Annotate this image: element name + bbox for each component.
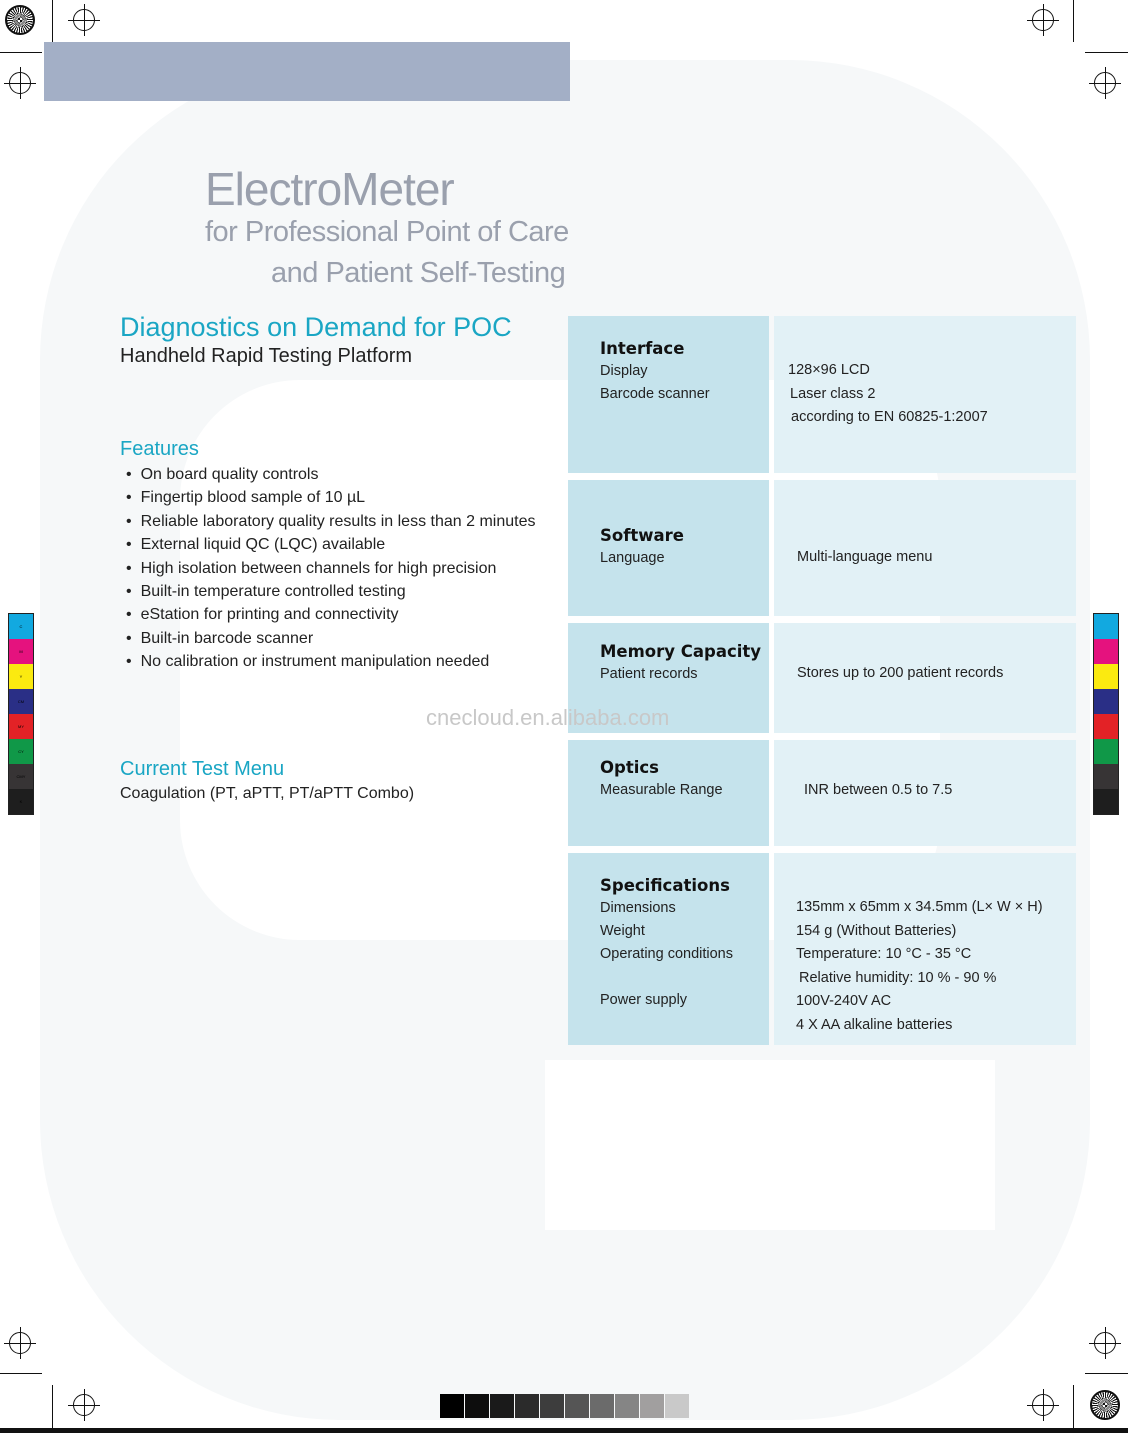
spec-value-cell xyxy=(774,740,1076,846)
crop-mark xyxy=(1085,52,1128,53)
section-heading: Diagnostics on Demand for POC xyxy=(120,312,512,342)
spec-value: Stores up to 200 patient records xyxy=(797,665,1004,681)
list-item: • No calibration or instrument manipulation needed xyxy=(126,650,535,673)
crop-mark xyxy=(52,0,53,42)
list-item: • Reliable laboratory quality results in less than 2 minutes xyxy=(126,510,535,533)
crosshair-mark-icon xyxy=(9,72,31,94)
list-item: • eStation for printing and connectivity xyxy=(126,603,535,626)
spec-heading: Interface xyxy=(600,339,685,358)
list-item: • Built-in temperature controlled testing xyxy=(126,580,535,603)
crop-mark xyxy=(1085,1373,1128,1374)
color-swatch xyxy=(1094,614,1118,639)
list-item: • Built-in barcode scanner xyxy=(126,627,535,650)
crop-mark xyxy=(1073,0,1074,42)
crosshair-mark-icon xyxy=(9,1332,31,1354)
color-swatch xyxy=(1094,789,1118,814)
spec-label: Display xyxy=(600,363,648,379)
spec-value: Multi-language menu xyxy=(797,549,933,565)
crosshair-mark-icon xyxy=(1094,1332,1116,1354)
watermark-text: cnecloud.en.alibaba.com xyxy=(426,705,670,730)
spec-label: Power supply xyxy=(600,992,688,1008)
features-title: Features xyxy=(120,438,199,460)
spec-value: 154 g (Without Batteries) xyxy=(796,922,957,939)
color-bar-right xyxy=(1093,613,1119,815)
section-subheading: Handheld Rapid Testing Platform xyxy=(120,345,413,367)
color-swatch xyxy=(1094,714,1118,739)
spec-label: Weight xyxy=(600,923,645,939)
spec-value: Relative humidity: 10 % - 90 % xyxy=(799,969,997,986)
spec-label: Barcode scanner xyxy=(600,386,710,402)
color-swatch: M xyxy=(9,639,33,664)
color-swatch xyxy=(1094,739,1118,764)
color-swatch: CM xyxy=(9,689,33,714)
spec-value-cell xyxy=(774,480,1076,616)
test-menu-title: Current Test Menu xyxy=(120,758,285,780)
spec-value-cell xyxy=(774,623,1076,733)
color-swatch: CY xyxy=(9,739,33,764)
registration-target-icon xyxy=(1090,1390,1120,1420)
spec-value: INR between 0.5 to 7.5 xyxy=(804,782,953,798)
color-swatch: Y xyxy=(9,664,33,689)
spec-label: Patient records xyxy=(600,666,698,682)
spec-label: Dimensions xyxy=(600,900,676,916)
product-title: ElectroMeter xyxy=(205,163,454,215)
list-item: • High isolation between channels for high precision xyxy=(126,557,535,580)
test-menu-text: Coagulation (PT, aPTT, PT/aPTT Combo) xyxy=(120,785,415,802)
spec-label-cell xyxy=(568,480,769,616)
spec-heading: Optics xyxy=(600,758,659,777)
spec-heading: Memory Capacity xyxy=(600,642,762,661)
spec-value: 128×96 LCD xyxy=(788,362,870,378)
spec-value: Temperature: 10 °C - 35 °C xyxy=(796,946,972,962)
spec-value-cell xyxy=(774,316,1076,473)
crop-mark xyxy=(1073,1385,1074,1433)
subtitle-1: for Professional Point of Care xyxy=(205,216,569,248)
color-swatch: MY xyxy=(9,714,33,739)
spec-value: 4 X AA alkaline batteries xyxy=(796,1016,953,1033)
bottom-strip xyxy=(0,1428,1128,1433)
spec-value: 100V-240V AC xyxy=(796,993,892,1009)
spec-label-cell xyxy=(568,853,769,1045)
list-item: • External liquid QC (LQC) available xyxy=(126,533,535,556)
registration-target-icon xyxy=(5,5,35,35)
features-list xyxy=(126,463,535,674)
header-banner xyxy=(44,42,570,101)
grayscale-bar xyxy=(440,1394,690,1418)
spec-value-cell xyxy=(774,853,1076,1045)
color-bar-left xyxy=(8,613,34,815)
color-swatch: CMY xyxy=(9,764,33,789)
crosshair-mark-icon xyxy=(1094,72,1116,94)
watermark-shape xyxy=(545,1060,995,1230)
spec-label-cell xyxy=(568,316,769,473)
color-swatch xyxy=(1094,639,1118,664)
spec-label: Language xyxy=(600,550,665,566)
color-swatch: C xyxy=(9,614,33,639)
spec-heading: Specifications xyxy=(600,876,730,895)
list-item: • Fingertip blood sample of 10 µL xyxy=(126,486,535,509)
crop-mark xyxy=(52,1385,53,1433)
color-swatch xyxy=(1094,664,1118,689)
spec-label: Measurable Range xyxy=(600,782,723,798)
crosshair-mark-icon xyxy=(1032,1394,1054,1416)
spec-label-cell xyxy=(568,740,769,846)
spec-value: Laser class 2 xyxy=(790,385,876,402)
spec-label: Operating conditions xyxy=(600,946,733,962)
crosshair-mark-icon xyxy=(1032,9,1054,31)
crosshair-mark-icon xyxy=(73,1394,95,1416)
color-swatch: K xyxy=(9,789,33,814)
crop-mark xyxy=(0,1373,42,1374)
list-item: • On board quality controls xyxy=(126,463,535,486)
color-swatch xyxy=(1094,764,1118,789)
color-swatch xyxy=(1094,689,1118,714)
crosshair-mark-icon xyxy=(73,9,95,31)
crop-mark xyxy=(0,52,42,53)
spec-heading: Software xyxy=(600,526,684,545)
subtitle-2: and Patient Self-Testing xyxy=(271,257,566,289)
spec-value: 135mm x 65mm x 34.5mm (L× W × H) xyxy=(796,899,1043,915)
spec-value: according to EN 60825-1:2007 xyxy=(791,409,988,425)
